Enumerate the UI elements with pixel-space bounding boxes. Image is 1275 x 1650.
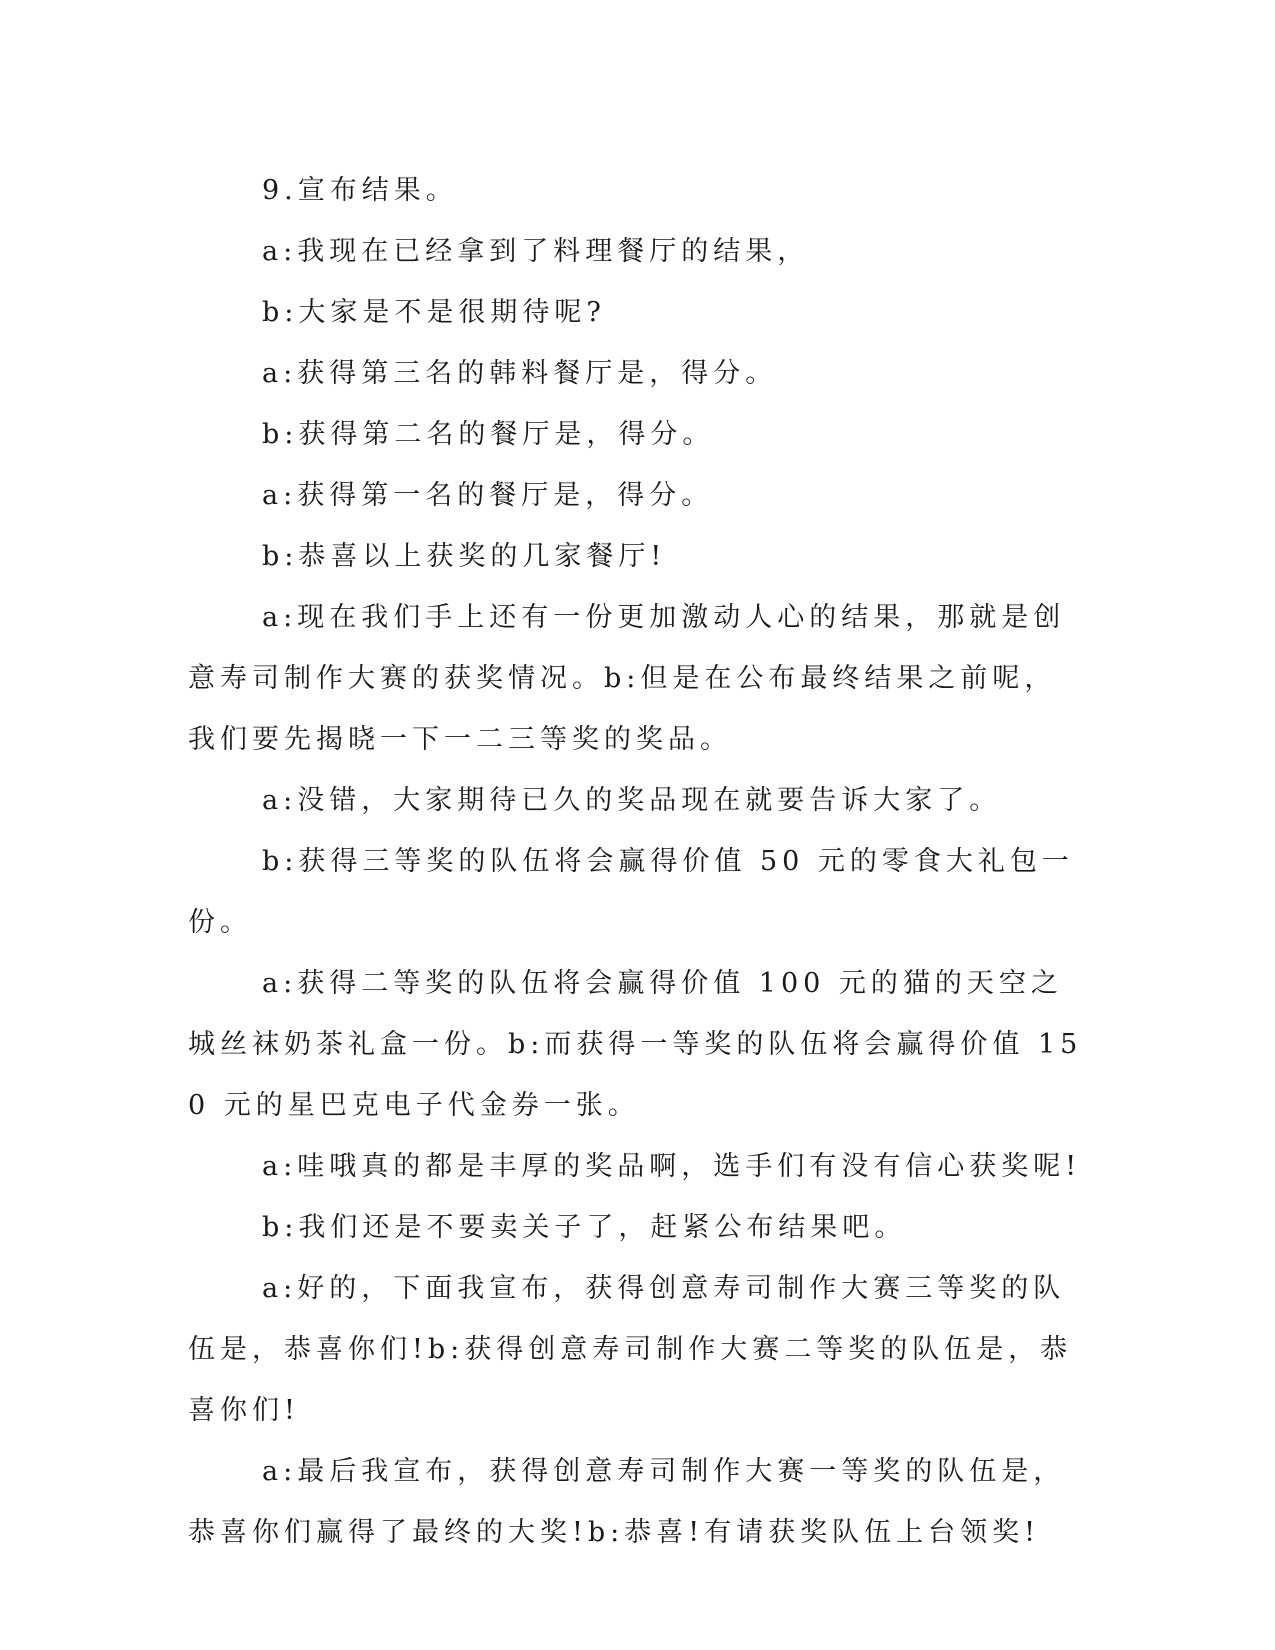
paragraph-second-place: b:获得第二名的餐厅是，得分。: [262, 419, 715, 450]
paragraph-second-first-prize: a:获得二等奖的队伍将会赢得价值 100 元的猫的天空之城丝袜奶茶礼盒一份。b:而获得一等奖的队伍将会赢得价值 150 元的星巴克电子代金券一张。: [188, 968, 1083, 1121]
paragraph-restaurant-results: a:我现在已经拿到了料理餐厅的结果，: [262, 236, 810, 267]
paragraph-first-winner: a:最后我宣布，获得创意寿司制作大赛一等奖的队伍是，恭喜你们赢得了最终的大奖!b:恭喜!有请获奖队伍上台领奖!: [188, 1456, 1066, 1548]
paragraph-first-place: a:获得第一名的餐厅是，得分。: [262, 480, 714, 511]
document-body: [188, 160, 1088, 1563]
paragraph-prizes-intro: a:没错，大家期待已久的奖品现在就要告诉大家了。: [262, 785, 1002, 816]
paragraph-third-second-winners: a:好的，下面我宣布，获得创意寿司制作大赛三等奖的队伍是，恭喜你们!b:获得创意寿司制作大赛二等奖的队伍是，恭喜你们!: [188, 1273, 1073, 1426]
paragraph-confidence: a:哇哦真的都是丰厚的奖品啊，选手们有没有信心获奖呢!: [262, 1151, 1082, 1182]
paragraph-expectation: b:大家是不是很期待呢?: [262, 297, 606, 328]
paragraph-congratulations: b:恭喜以上获奖的几家餐厅!: [262, 541, 667, 572]
paragraph-sushi-contest-intro: a:现在我们手上还有一份更加激动人心的结果，那就是创意寿司制作大赛的获奖情况。b:但是在公布最终结果之前呢，我们要先揭晓一下一二三等奖的奖品。: [188, 602, 1066, 755]
paragraph-third-prize: b:获得三等奖的队伍将会赢得价值 50 元的零食大礼包一份。: [188, 846, 1074, 938]
paragraph-third-place: a:获得第三名的韩料餐厅是，得分。: [262, 358, 778, 389]
paragraph-reveal-results: b:我们还是不要卖关子了，赶紧公布结果吧。: [262, 1212, 907, 1243]
paragraph-announce-results: 9.宣布结果。: [262, 175, 458, 206]
